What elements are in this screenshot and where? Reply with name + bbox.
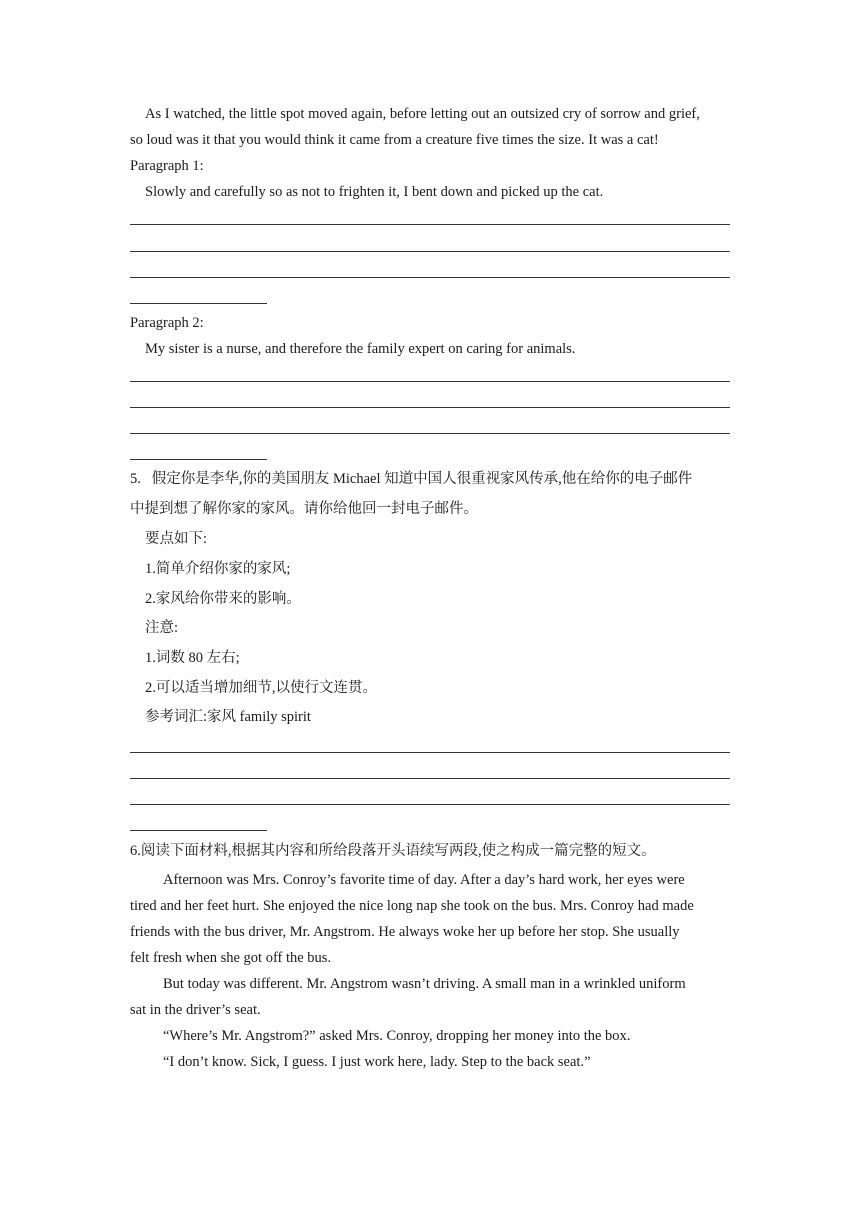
paragraph1-label: Paragraph 1: [130,158,204,174]
answer-line[interactable] [130,303,267,304]
answer-line[interactable] [130,778,730,779]
answer-line[interactable] [130,459,267,460]
answer-line[interactable] [130,752,730,753]
point-2: 2.家风给你带来的影响。 [145,591,301,607]
question5-line1: 5. 假定你是李华,你的美国朋友 Michael 知道中国人很重视家风传承,他在给你的电子邮件 [130,471,693,487]
points-label: 要点如下: [145,531,208,547]
passage-p1-line1: Afternoon was Mrs. Conroy’s favorite time of day. After a day’s hard work, her eyes were [163,872,685,888]
paragraph1-start: Slowly and carefully so as not to frighten it, I bent down and picked up the cat. [145,184,604,200]
notes-label: 注意: [145,620,179,636]
intro-line-2: so loud was it that you would think it came from a creature five times the size. It was a cat! [130,132,659,148]
note-1: 1.词数 80 左右; [145,650,240,666]
answer-line[interactable] [130,251,730,252]
passage-p2-line1: But today was different. Mr. Angstrom wasn’t driving. A small man in a wrinkled uniform [163,976,686,992]
passage-p3: “Where’s Mr. Angstrom?” asked Mrs. Conroy, dropping her money into the box. [163,1028,631,1044]
answer-line[interactable] [130,224,730,225]
passage-p1-line2: tired and her feet hurt. She enjoyed the nice long nap she took on the bus. Mrs. Conroy had made [130,898,694,914]
question5-line2: 中提到想了解你家的家风。请你给他回一封电子邮件。 [130,501,478,517]
answer-line[interactable] [130,381,730,382]
answer-line[interactable] [130,830,267,831]
paragraph2-label: Paragraph 2: [130,315,204,331]
question6-instruction: 6.阅读下面材料,根据其内容和所给段落开头语续写两段,使之构成一篇完整的短文。 [130,843,656,859]
passage-p1-line4: felt fresh when she got off the bus. [130,950,332,966]
paragraph2-start: My sister is a nurse, and therefore the family expert on caring for animals. [145,341,576,357]
vocab-hint: 参考词汇:家风 family spirit [145,709,311,725]
note-2: 2.可以适当增加细节,以使行文连贯。 [145,680,377,696]
point-1: 1.简单介绍你家的家风; [145,561,291,577]
passage-p1-line3: friends with the bus driver, Mr. Angstrom. He always woke her up before her stop. She usually [130,924,680,940]
passage-p2-line2: sat in the driver’s seat. [130,1002,261,1018]
intro-line-1: As I watched, the little spot moved again, before letting out an outsized cry of sorrow and grief, [145,106,700,122]
answer-line[interactable] [130,407,730,408]
answer-line[interactable] [130,433,730,434]
answer-line[interactable] [130,804,730,805]
passage-p4: “I don’t know. Sick, I guess. I just work here, lady. Step to the back seat.” [163,1054,591,1070]
answer-line[interactable] [130,277,730,278]
